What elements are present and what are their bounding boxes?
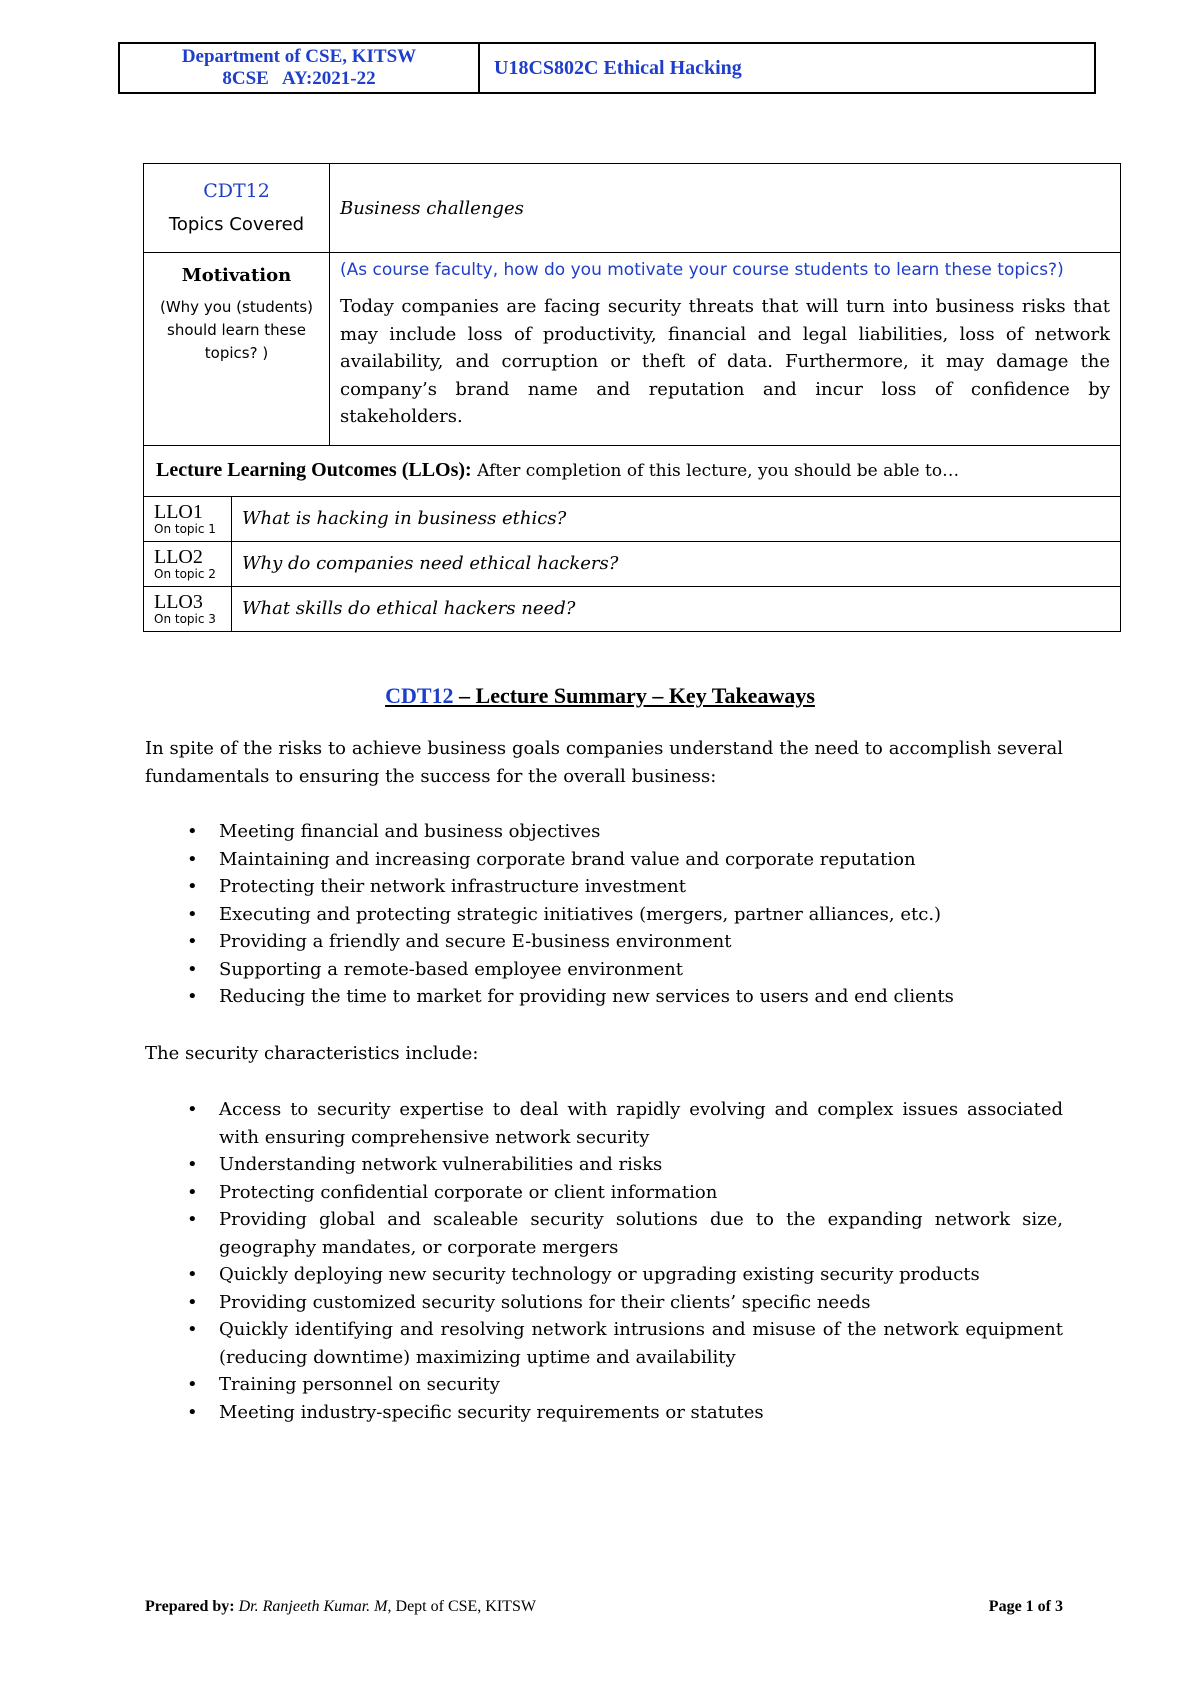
- bullet: •: [187, 1319, 198, 1340]
- bullet: •: [187, 1374, 198, 1395]
- bullet: •: [187, 958, 198, 980]
- llo-row: [144, 496, 1121, 541]
- bullet: •: [187, 903, 198, 925]
- prepared-label: Prepared by:: [145, 1598, 239, 1615]
- list-item-text: Quickly identifying and resolving network intrusions and misuse of the network equipment (reducing downtime) maximizing uptime and availability: [219, 1319, 1063, 1368]
- prepared-by: [145, 1598, 536, 1616]
- bullet: •: [187, 848, 198, 870]
- list-item-text: Quickly deploying new security technology or upgrading existing security products: [219, 1264, 980, 1285]
- list-item-text: Meeting financial and business objectives: [219, 821, 601, 842]
- llo-row: [144, 541, 1121, 586]
- course-title: U18CS802C Ethical Hacking: [494, 56, 742, 79]
- llo-code: LLO3: [154, 590, 203, 613]
- department-block: [120, 44, 480, 92]
- list-item: [145, 1096, 1063, 1151]
- motivation-sub: (Why you (students) should learn these topics? ): [159, 298, 314, 362]
- llo-heading: [144, 445, 1121, 496]
- list-item-text: Providing a friendly and secure E-business environment: [219, 931, 732, 952]
- topics-cell: [144, 164, 330, 253]
- llo-heading-bold: Lecture Learning Outcomes (LLOs):: [156, 459, 472, 481]
- list-item-text: Providing customized security solutions for their clients’ specific needs: [219, 1291, 871, 1313]
- list-item: [145, 956, 1063, 984]
- bullet: •: [187, 876, 198, 897]
- bullet: •: [187, 1209, 198, 1230]
- list-item: [145, 1179, 1063, 1207]
- list-item: [145, 1316, 1063, 1371]
- class-year: 8CSE AY:2021-22: [222, 68, 376, 89]
- list-item-text: Training personnel on security: [219, 1374, 500, 1395]
- llo-row: [144, 586, 1121, 631]
- list-item-text: Reducing the time to market for providing new services to users and end clients: [219, 986, 954, 1007]
- topics-covered: Business challenges: [330, 164, 1121, 253]
- author-name: Dr. Ranjeeth Kumar. M: [238, 1598, 388, 1615]
- llo-code-cell: [144, 496, 232, 541]
- llo-heading-rest: After completion of this lecture, you should be able to…: [471, 461, 960, 481]
- department-name: Department of CSE, KITSW: [181, 46, 417, 67]
- list-item: [145, 818, 1063, 846]
- page-number: Page 1 of 3: [988, 1598, 1063, 1615]
- list-item-text: Protecting confidential corporate or client information: [219, 1181, 718, 1203]
- list-item: [145, 1399, 1063, 1427]
- security-intro: The security characteristics include:: [145, 1043, 479, 1064]
- summary-title-rest: – Lecture Summary – Key Takeaways: [453, 683, 815, 708]
- llo-topic: On topic 2: [154, 566, 216, 581]
- bullet: •: [187, 1291, 198, 1313]
- list-item: [145, 1261, 1063, 1289]
- list-item: [145, 1289, 1063, 1317]
- security-characteristics-list: [145, 1096, 1063, 1426]
- llo-code: LLO1: [154, 500, 203, 523]
- list-item-text: Meeting industry-specific security requirements or statutes: [219, 1401, 764, 1423]
- topics-label: Topics Covered: [168, 214, 305, 235]
- llo-code-cell: [144, 541, 232, 586]
- bullet: •: [187, 986, 198, 1007]
- cdt-table: [143, 163, 1121, 632]
- llo-code: LLO2: [154, 545, 203, 568]
- bullet: •: [187, 1181, 198, 1203]
- list-item: [145, 1371, 1063, 1399]
- cdt-code: CDT12: [203, 180, 270, 202]
- llo-question: What skills do ethical hackers need?: [232, 586, 1121, 631]
- motivation-text: Today companies are facing security threats that will turn into business risks that may include loss of productivity, financial and legal liabilities, loss of network availability, and corruption or theft of data. Furthermore, it may damage the company’s brand name and reputation and incur loss of confidence by stakeholders.: [340, 296, 1110, 427]
- motivation-cell: [144, 253, 330, 446]
- motivation-question: (As course faculty, how do you motivate your course students to learn these topics?): [340, 260, 1064, 280]
- list-item: [145, 873, 1063, 901]
- list-item-text: Access to security expertise to deal with rapidly evolving and complex issues associated with ensuring comprehensive network security: [219, 1099, 1063, 1148]
- summary-title: [0, 683, 1200, 709]
- page-header: [118, 42, 1096, 94]
- bullet: •: [187, 1099, 198, 1120]
- bullet: •: [187, 1154, 198, 1175]
- business-fundamentals-list: [145, 818, 1063, 1011]
- bullet: •: [187, 821, 198, 842]
- summary-intro: In spite of the risks to achieve business goals companies understand the need to accomplish several fundamentals to ensuring the success for the overall business:: [145, 738, 1063, 787]
- bullet: •: [187, 1401, 198, 1423]
- llo-code-cell: [144, 586, 232, 631]
- llo-topic: On topic 3: [154, 611, 216, 626]
- llo-topic: On topic 1: [154, 521, 216, 536]
- llo-question: Why do companies need ethical hackers?: [232, 541, 1121, 586]
- bullet: •: [187, 931, 198, 952]
- motivation-title: Motivation: [181, 265, 292, 286]
- list-item: [145, 901, 1063, 929]
- list-item: [145, 1206, 1063, 1261]
- list-item: [145, 846, 1063, 874]
- list-item: [145, 1151, 1063, 1179]
- list-item-text: Supporting a remote-based employee environment: [219, 958, 683, 980]
- list-item-text: Protecting their network infrastructure investment: [219, 876, 686, 897]
- bullet: •: [187, 1264, 198, 1285]
- list-item-text: Providing global and scaleable security solutions due to the expanding network size, geography mandates, or corporate mergers: [219, 1209, 1063, 1258]
- list-item: [145, 983, 1063, 1011]
- page-footer: [145, 1598, 1063, 1620]
- list-item: [145, 928, 1063, 956]
- motivation-content: [330, 253, 1121, 446]
- list-item-text: Executing and protecting strategic initiatives (mergers, partner alliances, etc.): [219, 903, 942, 925]
- list-item-text: Understanding network vulnerabilities and risks: [219, 1154, 663, 1175]
- list-item-text: Maintaining and increasing corporate brand value and corporate reputation: [219, 848, 916, 870]
- author-dept: , Dept of CSE, KITSW: [387, 1598, 536, 1615]
- llo-question: What is hacking in business ethics?: [232, 496, 1121, 541]
- summary-title-code: CDT12: [385, 683, 454, 708]
